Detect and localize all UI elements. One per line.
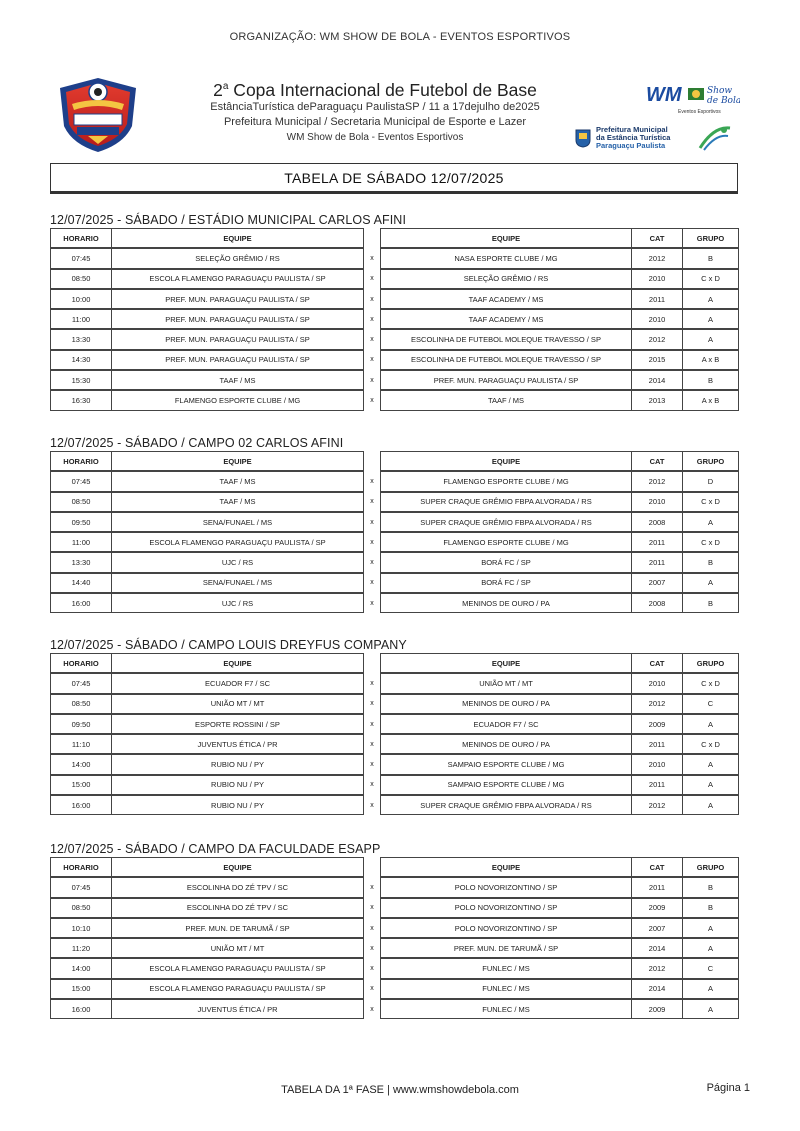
venue-title: 12/07/2025 - SÁBADO / CAMPO LOUIS DREYFUS COMPANY	[50, 638, 407, 652]
schedule-banner: TABELA DE SÁBADO 12/07/2025	[50, 163, 738, 194]
match-time: 14:00	[50, 754, 112, 774]
group: A	[682, 289, 739, 309]
versus-mark: x	[363, 918, 381, 938]
header-cat: CAT	[631, 451, 683, 471]
category: 2014	[631, 979, 683, 999]
versus-mark: x	[363, 573, 381, 593]
category: 2008	[631, 512, 683, 532]
home-team: ECUADOR F7 / SC	[111, 673, 364, 693]
group: A	[682, 754, 739, 774]
away-team: ESCOLINHA DE FUTEBOL MOLEQUE TRAVESSO / SP	[380, 350, 632, 370]
home-team: TAAF / MS	[111, 471, 364, 491]
away-team: POLO NOVORIZONTINO / SP	[380, 877, 632, 897]
home-team: SENA/FUNAEL / MS	[111, 512, 364, 532]
header-spacer	[363, 653, 381, 673]
away-team: BORÁ FC / SP	[380, 552, 632, 572]
versus-mark: x	[363, 471, 381, 491]
home-team: JUVENTUS ÉTICA / PR	[111, 734, 364, 754]
group: C x D	[682, 492, 739, 512]
match-table	[50, 654, 740, 816]
group: B	[682, 370, 739, 390]
venue-title: 12/07/2025 - SÁBADO / ESTÁDIO MUNICIPAL CARLOS AFINI	[50, 213, 407, 227]
home-team: ESCOLA FLAMENGO PARAGUAÇU PAULISTA / SP	[111, 532, 364, 552]
header-equipe-away: EQUIPE	[380, 451, 632, 471]
away-team: UNIÃO MT / MT	[380, 673, 632, 693]
table-row	[50, 878, 740, 898]
match-time: 14:30	[50, 350, 112, 370]
group: B	[682, 898, 739, 918]
match-time: 15:30	[50, 370, 112, 390]
match-time: 08:50	[50, 492, 112, 512]
group: C x D	[682, 673, 739, 693]
table-row	[50, 899, 740, 919]
away-team: TAAF ACADEMY / MS	[380, 309, 632, 329]
venue-section	[50, 840, 740, 1020]
header-grupo: GRUPO	[682, 653, 739, 673]
away-team: SAMPAIO ESPORTE CLUBE / MG	[380, 754, 632, 774]
versus-mark: x	[363, 898, 381, 918]
group: A	[682, 938, 739, 958]
venue-date-line: EstânciaTurística deParaguaçu PaulistaSP / 11 a 17dejulho de2025	[210, 100, 540, 113]
away-team: FUNLEC / MS	[380, 958, 632, 978]
home-team: RUBIO NU / PY	[111, 754, 364, 774]
versus-mark: x	[363, 390, 381, 410]
home-team: ESCOLINHA DO ZÉ TPV / SC	[111, 877, 364, 897]
home-team: TAAF / MS	[111, 492, 364, 512]
header-equipe-away: EQUIPE	[380, 653, 632, 673]
category: 2010	[631, 754, 683, 774]
versus-mark: x	[363, 999, 381, 1019]
home-team: RUBIO NU / PY	[111, 775, 364, 795]
match-time: 16:00	[50, 795, 112, 815]
category: 2011	[631, 734, 683, 754]
venue-section	[50, 636, 740, 816]
category: 2011	[631, 289, 683, 309]
municipal-crest-icon	[574, 128, 592, 148]
category: 2012	[631, 795, 683, 815]
venue-section	[50, 211, 740, 412]
group: A	[682, 999, 739, 1019]
away-team: ECUADOR F7 / SC	[380, 714, 632, 734]
category: 2009	[631, 999, 683, 1019]
table-row	[50, 371, 740, 391]
match-time: 14:00	[50, 958, 112, 978]
home-team: PREF. MUN. PARAGUAÇU PAULISTA / SP	[111, 329, 364, 349]
versus-mark: x	[363, 269, 381, 289]
away-team: TAAF / MS	[380, 390, 632, 410]
match-time: 07:45	[50, 248, 112, 268]
away-team: SELEÇÃO GRÊMIO / RS	[380, 269, 632, 289]
category: 2010	[631, 309, 683, 329]
header-spacer	[363, 228, 381, 248]
table-row	[50, 1000, 740, 1020]
table-header-row	[50, 858, 740, 878]
versus-mark: x	[363, 958, 381, 978]
away-team: ESCOLINHA DE FUTEBOL MOLEQUE TRAVESSO / SP	[380, 329, 632, 349]
category: 2010	[631, 673, 683, 693]
versus-mark: x	[363, 248, 381, 268]
home-team: ESCOLA FLAMENGO PARAGUAÇU PAULISTA / SP	[111, 979, 364, 999]
category: 2011	[631, 532, 683, 552]
category: 2012	[631, 471, 683, 491]
match-time: 08:50	[50, 694, 112, 714]
category: 2009	[631, 714, 683, 734]
group: A	[682, 918, 739, 938]
group: D	[682, 471, 739, 491]
match-time: 13:30	[50, 329, 112, 349]
home-team: ESPORTE ROSSINI / SP	[111, 714, 364, 734]
home-team: JUVENTUS ÉTICA / PR	[111, 999, 364, 1019]
header-spacer	[363, 451, 381, 471]
group: C	[682, 694, 739, 714]
sports-figure-icon	[694, 122, 734, 154]
home-team: ESCOLINHA DO ZÉ TPV / SC	[111, 898, 364, 918]
header-grupo: GRUPO	[682, 857, 739, 877]
copa-shield-logo	[52, 74, 144, 154]
table-row	[50, 533, 740, 553]
away-team: MENINOS DE OURO / PA	[380, 593, 632, 613]
table-row	[50, 351, 740, 371]
versus-mark: x	[363, 694, 381, 714]
header-equipe-home: EQUIPE	[111, 228, 364, 248]
header-cat: CAT	[631, 857, 683, 877]
header-equipe-home: EQUIPE	[111, 857, 364, 877]
svg-text:de Bola: de Bola	[707, 96, 740, 106]
versus-mark: x	[363, 734, 381, 754]
svg-text:Eventos Esportivos: Eventos Esportivos	[678, 109, 721, 115]
category: 2015	[631, 350, 683, 370]
match-time: 07:45	[50, 673, 112, 693]
table-row	[50, 290, 740, 310]
home-team: RUBIO NU / PY	[111, 795, 364, 815]
table-row	[50, 796, 740, 816]
versus-mark: x	[363, 938, 381, 958]
away-team: SAMPAIO ESPORTE CLUBE / MG	[380, 775, 632, 795]
match-time: 13:30	[50, 552, 112, 572]
table-row	[50, 391, 740, 411]
match-time: 08:50	[50, 269, 112, 289]
tournament-title: 2$^a$ Copa Internacional de Futebol de Base	[213, 79, 537, 100]
match-time: 15:00	[50, 775, 112, 795]
versus-mark: x	[363, 350, 381, 370]
table-row	[50, 330, 740, 350]
match-time: 11:10	[50, 734, 112, 754]
group: A	[682, 329, 739, 349]
category: 2014	[631, 370, 683, 390]
group: A	[682, 512, 739, 532]
match-time: 07:45	[50, 877, 112, 897]
table-header-row	[50, 229, 740, 249]
match-time: 10:00	[50, 289, 112, 309]
home-team: ESCOLA FLAMENGO PARAGUAÇU PAULISTA / SP	[111, 958, 364, 978]
table-row	[50, 472, 740, 492]
home-team: FLAMENGO ESPORTE CLUBE / MG	[111, 390, 364, 410]
away-team: SUPER CRAQUE GRÊMIO FBPA ALVORADA / RS	[380, 492, 632, 512]
group: B	[682, 877, 739, 897]
match-time: 11:00	[50, 309, 112, 329]
away-team: POLO NOVORIZONTINO / SP	[380, 918, 632, 938]
match-time: 15:00	[50, 979, 112, 999]
home-team: TAAF / MS	[111, 370, 364, 390]
home-team: PREF. MUN. PARAGUAÇU PAULISTA / SP	[111, 289, 364, 309]
versus-mark: x	[363, 492, 381, 512]
match-time: 09:50	[50, 512, 112, 532]
venue-title: 12/07/2025 - SÁBADO / CAMPO 02 CARLOS AFINI	[50, 436, 344, 450]
away-team: SUPER CRAQUE GRÊMIO FBPA ALVORADA / RS	[380, 795, 632, 815]
svg-text:WM: WM	[646, 84, 682, 106]
away-team: POLO NOVORIZONTINO / SP	[380, 898, 632, 918]
header-text-block	[160, 77, 590, 145]
home-team: UJC / RS	[111, 593, 364, 613]
category: 2011	[631, 877, 683, 897]
group: B	[682, 248, 739, 268]
home-team: ESCOLA FLAMENGO PARAGUAÇU PAULISTA / SP	[111, 269, 364, 289]
company-line: WM Show de Bola - Eventos Esportivos	[286, 131, 464, 143]
match-time: 16:00	[50, 593, 112, 613]
table-header-row	[50, 452, 740, 472]
group: A x B	[682, 390, 739, 410]
table-row	[50, 735, 740, 755]
category: 2011	[631, 775, 683, 795]
wm-show-de-bola-logo	[640, 79, 740, 119]
header-spacer	[363, 857, 381, 877]
home-team: UNIÃO MT / MT	[111, 694, 364, 714]
match-time: 09:50	[50, 714, 112, 734]
header-horario: HORARIO	[50, 653, 112, 673]
match-table	[50, 452, 740, 614]
away-team: BORÁ FC / SP	[380, 573, 632, 593]
match-time: 14:40	[50, 573, 112, 593]
header-equipe-away: EQUIPE	[380, 857, 632, 877]
versus-mark: x	[363, 877, 381, 897]
group: A	[682, 309, 739, 329]
away-team: MENINOS DE OURO / PA	[380, 734, 632, 754]
away-team: NASA ESPORTE CLUBE / MG	[380, 248, 632, 268]
table-row	[50, 574, 740, 594]
table-row	[50, 980, 740, 1000]
table-row	[50, 594, 740, 614]
group: A	[682, 979, 739, 999]
group: C x D	[682, 532, 739, 552]
venue-section	[50, 434, 740, 614]
svg-text:Show: Show	[707, 86, 733, 96]
versus-mark: x	[363, 532, 381, 552]
table-row	[50, 270, 740, 290]
page-number: Página 1	[706, 1082, 750, 1094]
away-team: TAAF ACADEMY / MS	[380, 289, 632, 309]
category: 2010	[631, 269, 683, 289]
header-grupo: GRUPO	[682, 228, 739, 248]
versus-mark: x	[363, 370, 381, 390]
category: 2007	[631, 573, 683, 593]
category: 2012	[631, 248, 683, 268]
category: 2013	[631, 390, 683, 410]
header-equipe-away: EQUIPE	[380, 228, 632, 248]
match-time: 07:45	[50, 471, 112, 491]
prefeitura-logo: Prefeitura Municipal da Estância Turística Paraguaçu Paulista	[574, 122, 734, 154]
table-row	[50, 493, 740, 513]
header-cat: CAT	[631, 653, 683, 673]
match-time: 16:30	[50, 390, 112, 410]
category: 2009	[631, 898, 683, 918]
home-team: PREF. MUN. PARAGUAÇU PAULISTA / SP	[111, 350, 364, 370]
header-horario: HORARIO	[50, 857, 112, 877]
home-team: UJC / RS	[111, 552, 364, 572]
match-time: 10:10	[50, 918, 112, 938]
versus-mark: x	[363, 979, 381, 999]
group: A	[682, 573, 739, 593]
category: 2010	[631, 492, 683, 512]
versus-mark: x	[363, 673, 381, 693]
away-team: FUNLEC / MS	[380, 979, 632, 999]
home-team: UNIÃO MT / MT	[111, 938, 364, 958]
category: 2007	[631, 918, 683, 938]
versus-mark: x	[363, 593, 381, 613]
document-header	[50, 74, 762, 156]
group: A	[682, 775, 739, 795]
category: 2012	[631, 694, 683, 714]
category: 2012	[631, 958, 683, 978]
versus-mark: x	[363, 512, 381, 532]
versus-mark: x	[363, 795, 381, 815]
away-team: FUNLEC / MS	[380, 999, 632, 1019]
match-time: 16:00	[50, 999, 112, 1019]
match-table	[50, 229, 740, 412]
table-row	[50, 513, 740, 533]
group: C x D	[682, 269, 739, 289]
organizer-line: Prefeitura Municipal / Secretaria Municipal de Esporte e Lazer	[223, 115, 527, 128]
home-team: PREF. MUN. DE TARUMÃ / SP	[111, 918, 364, 938]
group: A x B	[682, 350, 739, 370]
match-time: 11:20	[50, 938, 112, 958]
versus-mark: x	[363, 309, 381, 329]
header-grupo: GRUPO	[682, 451, 739, 471]
versus-mark: x	[363, 329, 381, 349]
away-team: FLAMENGO ESPORTE CLUBE / MG	[380, 532, 632, 552]
category: 2014	[631, 938, 683, 958]
home-team: SENA/FUNAEL / MS	[111, 573, 364, 593]
header-horario: HORARIO	[50, 451, 112, 471]
match-table	[50, 858, 740, 1020]
header-equipe-home: EQUIPE	[111, 653, 364, 673]
organization-line: ORGANIZAÇÃO: WM SHOW DE BOLA - EVENTOS ESPORTIVOS	[229, 31, 571, 43]
table-row	[50, 755, 740, 775]
page-footer: TABELA DA 1ª FASE | www.wmshowdebola.com	[281, 1084, 519, 1096]
table-row	[50, 959, 740, 979]
category: 2012	[631, 329, 683, 349]
table-header-row	[50, 654, 740, 674]
table-row	[50, 939, 740, 959]
table-row	[50, 715, 740, 735]
table-row	[50, 249, 740, 269]
header-equipe-home: EQUIPE	[111, 451, 364, 471]
group: B	[682, 593, 739, 613]
home-team: PREF. MUN. PARAGUAÇU PAULISTA / SP	[111, 309, 364, 329]
group: A	[682, 795, 739, 815]
away-team: PREF. MUN. DE TARUMÃ / SP	[380, 938, 632, 958]
group: C	[682, 958, 739, 978]
table-row	[50, 310, 740, 330]
match-time: 08:50	[50, 898, 112, 918]
versus-mark: x	[363, 775, 381, 795]
home-team: SELEÇÃO GRÊMIO / RS	[111, 248, 364, 268]
venue-title: 12/07/2025 - SÁBADO / CAMPO DA FACULDADE ESAPP	[50, 842, 381, 856]
table-row	[50, 674, 740, 694]
versus-mark: x	[363, 289, 381, 309]
group: C x D	[682, 734, 739, 754]
category: 2011	[631, 552, 683, 572]
category: 2008	[631, 593, 683, 613]
versus-mark: x	[363, 714, 381, 734]
table-row	[50, 919, 740, 939]
away-team: FLAMENGO ESPORTE CLUBE / MG	[380, 471, 632, 491]
away-team: SUPER CRAQUE GRÊMIO FBPA ALVORADA / RS	[380, 512, 632, 532]
table-row	[50, 553, 740, 573]
header-horario: HORARIO	[50, 228, 112, 248]
group: A	[682, 714, 739, 734]
table-row	[50, 776, 740, 796]
group: B	[682, 552, 739, 572]
away-team: MENINOS DE OURO / PA	[380, 694, 632, 714]
away-team: PREF. MUN. PARAGUAÇU PAULISTA / SP	[380, 370, 632, 390]
table-row	[50, 695, 740, 715]
versus-mark: x	[363, 754, 381, 774]
match-time: 11:00	[50, 532, 112, 552]
versus-mark: x	[363, 552, 381, 572]
header-cat: CAT	[631, 228, 683, 248]
